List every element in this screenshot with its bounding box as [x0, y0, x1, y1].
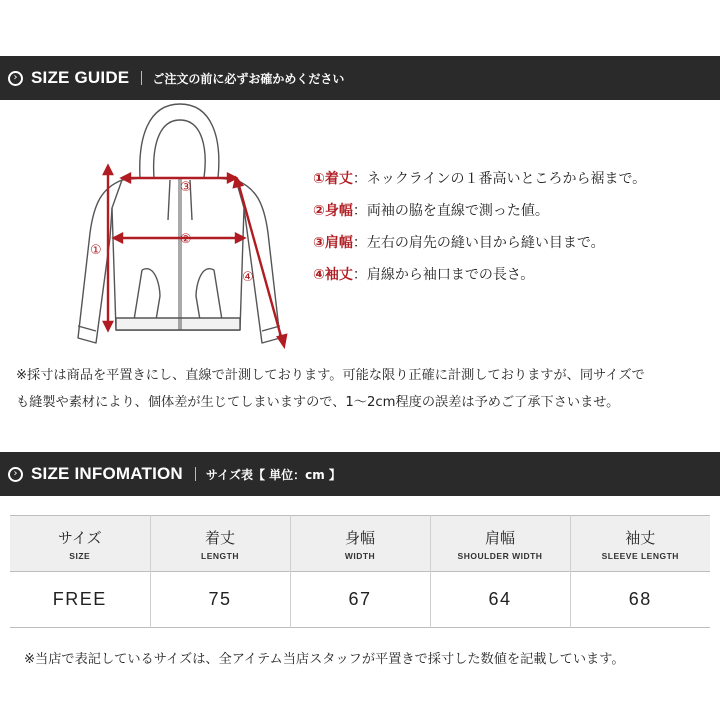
header-jp: サイズ	[57, 528, 102, 547]
cell-size: FREE	[52, 589, 107, 609]
legend-desc: ：両袖の脇を直線で測った値。	[352, 203, 549, 219]
measurement-note	[16, 362, 712, 416]
note-line: も縫製や素材により、個体差が生じてしまいますので、1〜2cm程度の誤差は予めご了承下さいませ。	[16, 395, 620, 410]
header-divider	[141, 71, 142, 85]
note-line: ※採寸は商品を平置きにし、直線で計測しております。可能な限り正確に計測しておりますが、同サイズで	[16, 368, 645, 383]
cell-length: 75	[150, 572, 290, 628]
legend-key: ①着丈	[313, 171, 353, 187]
diagram-label-length: ①	[90, 243, 102, 258]
header-en: SLEEVE LENGTH	[601, 550, 679, 561]
legend-desc: ：左右の肩先の縫い目から縫い目まで。	[352, 235, 605, 251]
size-guide-header	[0, 56, 720, 100]
size-table	[10, 515, 710, 628]
column-header-sleeve	[570, 516, 710, 572]
column-header-length	[150, 516, 290, 572]
diagram-label-width: ②	[180, 232, 192, 247]
table-header-row	[10, 516, 710, 572]
header-en: LENGTH	[201, 550, 239, 561]
cell-shoulder: 64	[430, 572, 570, 628]
header-jp: 肩幅	[484, 528, 515, 547]
diagram-label-shoulder: ③	[180, 180, 192, 195]
size-info-subtitle: サイズ表【 単位：cm 】	[205, 467, 341, 482]
cell-width: 67	[290, 572, 430, 628]
header-jp: 着丈	[204, 528, 235, 547]
hoodie-measurement-diagram	[60, 98, 310, 353]
measurement-legend	[313, 162, 646, 290]
legend-key: ④袖丈	[313, 267, 353, 283]
legend-item-width	[313, 194, 646, 226]
legend-item-shoulder	[313, 226, 646, 258]
header-jp: 袖丈	[625, 528, 656, 547]
legend-desc: ：肩線から袖口までの長さ。	[352, 267, 535, 283]
header-divider	[195, 467, 196, 481]
size-info-title: SIZE INFOMATION	[31, 464, 183, 483]
size-guide-subtitle: ご注文の前に必ずお確かめください	[152, 71, 345, 86]
table-row	[10, 572, 710, 628]
cell-sleeve: 68	[570, 572, 710, 628]
legend-desc: ：ネックラインの１番高いところから裾まで。	[352, 171, 647, 187]
header-en: SIZE	[69, 550, 91, 561]
header-en: SHOULDER WIDTH	[457, 550, 543, 561]
size-guide-title: SIZE GUIDE	[31, 68, 130, 87]
diagram-label-sleeve: ④	[242, 270, 254, 285]
legend-item-sleeve	[313, 258, 646, 290]
header-jp: 身幅	[344, 528, 375, 547]
legend-key: ②身幅	[313, 203, 353, 219]
header-en: WIDTH	[344, 550, 376, 561]
legend-item-length	[313, 162, 646, 194]
column-header-width	[290, 516, 430, 572]
chevron-right-icon: ›	[8, 467, 23, 482]
size-info-header	[0, 452, 720, 496]
chevron-right-icon: ›	[8, 71, 23, 86]
column-header-shoulder	[430, 516, 570, 572]
legend-key: ③肩幅	[313, 235, 353, 251]
size-info-note: ※当店で表記しているサイズは、全アイテム当店スタッフが平置きで採寸した数値を記載しています。	[24, 652, 625, 667]
column-header-size	[10, 516, 150, 572]
